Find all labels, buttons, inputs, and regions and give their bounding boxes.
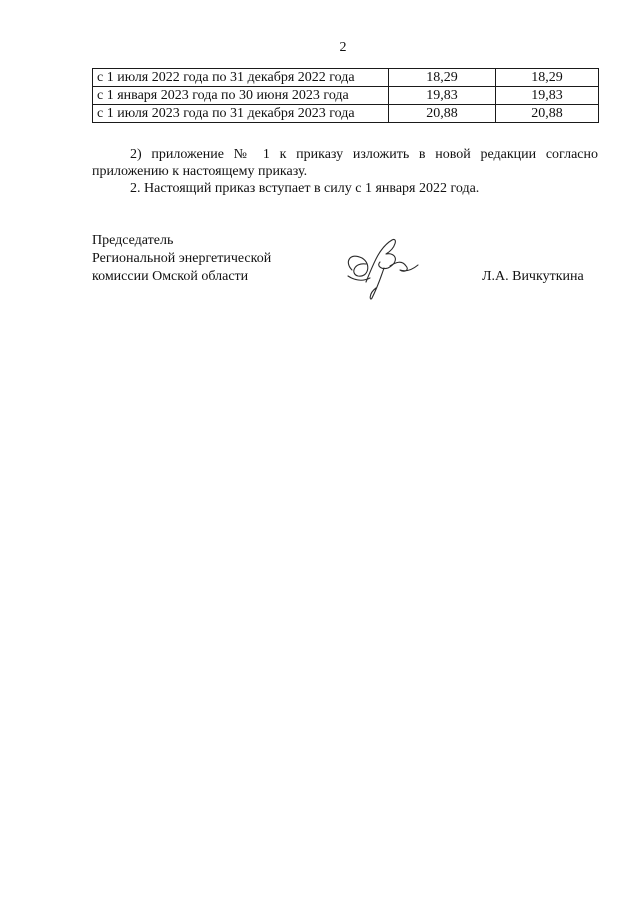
period-cell: с 1 июля 2022 года по 31 декабря 2022 года [93,69,389,87]
period-cell: с 1 января 2023 года по 30 июня 2023 года [93,87,389,105]
table-row [93,105,599,123]
tariff-table [92,68,599,123]
period-cell: с 1 июля 2023 года по 31 декабря 2023 года [93,105,389,123]
table-row [93,69,599,87]
value-cell: 18,29 [496,69,599,87]
handwritten-signature [340,232,420,304]
signatory-title-line: Региональной энергетической [92,251,272,266]
value-cell: 19,83 [389,87,496,105]
signatory-title-line: комиссии Омской области [92,269,249,284]
signatory-name: Л.А. Вичкуткина [482,269,584,284]
table-row [93,87,599,105]
value-cell: 20,88 [389,105,496,123]
body-text [92,146,598,197]
value-cell: 19,83 [496,87,599,105]
value-cell: 18,29 [389,69,496,87]
page-number: 2 [339,40,347,55]
paragraph-effective-date: 2. Настоящий приказ вступает в силу с 1 января 2022 года. [130,181,480,196]
signatory-title [92,232,271,286]
paragraph-item-2: 2) приложение № 1 к приказу изложить в новой редакции согласно приложению к настоящему приказу. [92,147,598,179]
signatory-title-line: Председатель [92,233,174,248]
value-cell: 20,88 [496,105,599,123]
